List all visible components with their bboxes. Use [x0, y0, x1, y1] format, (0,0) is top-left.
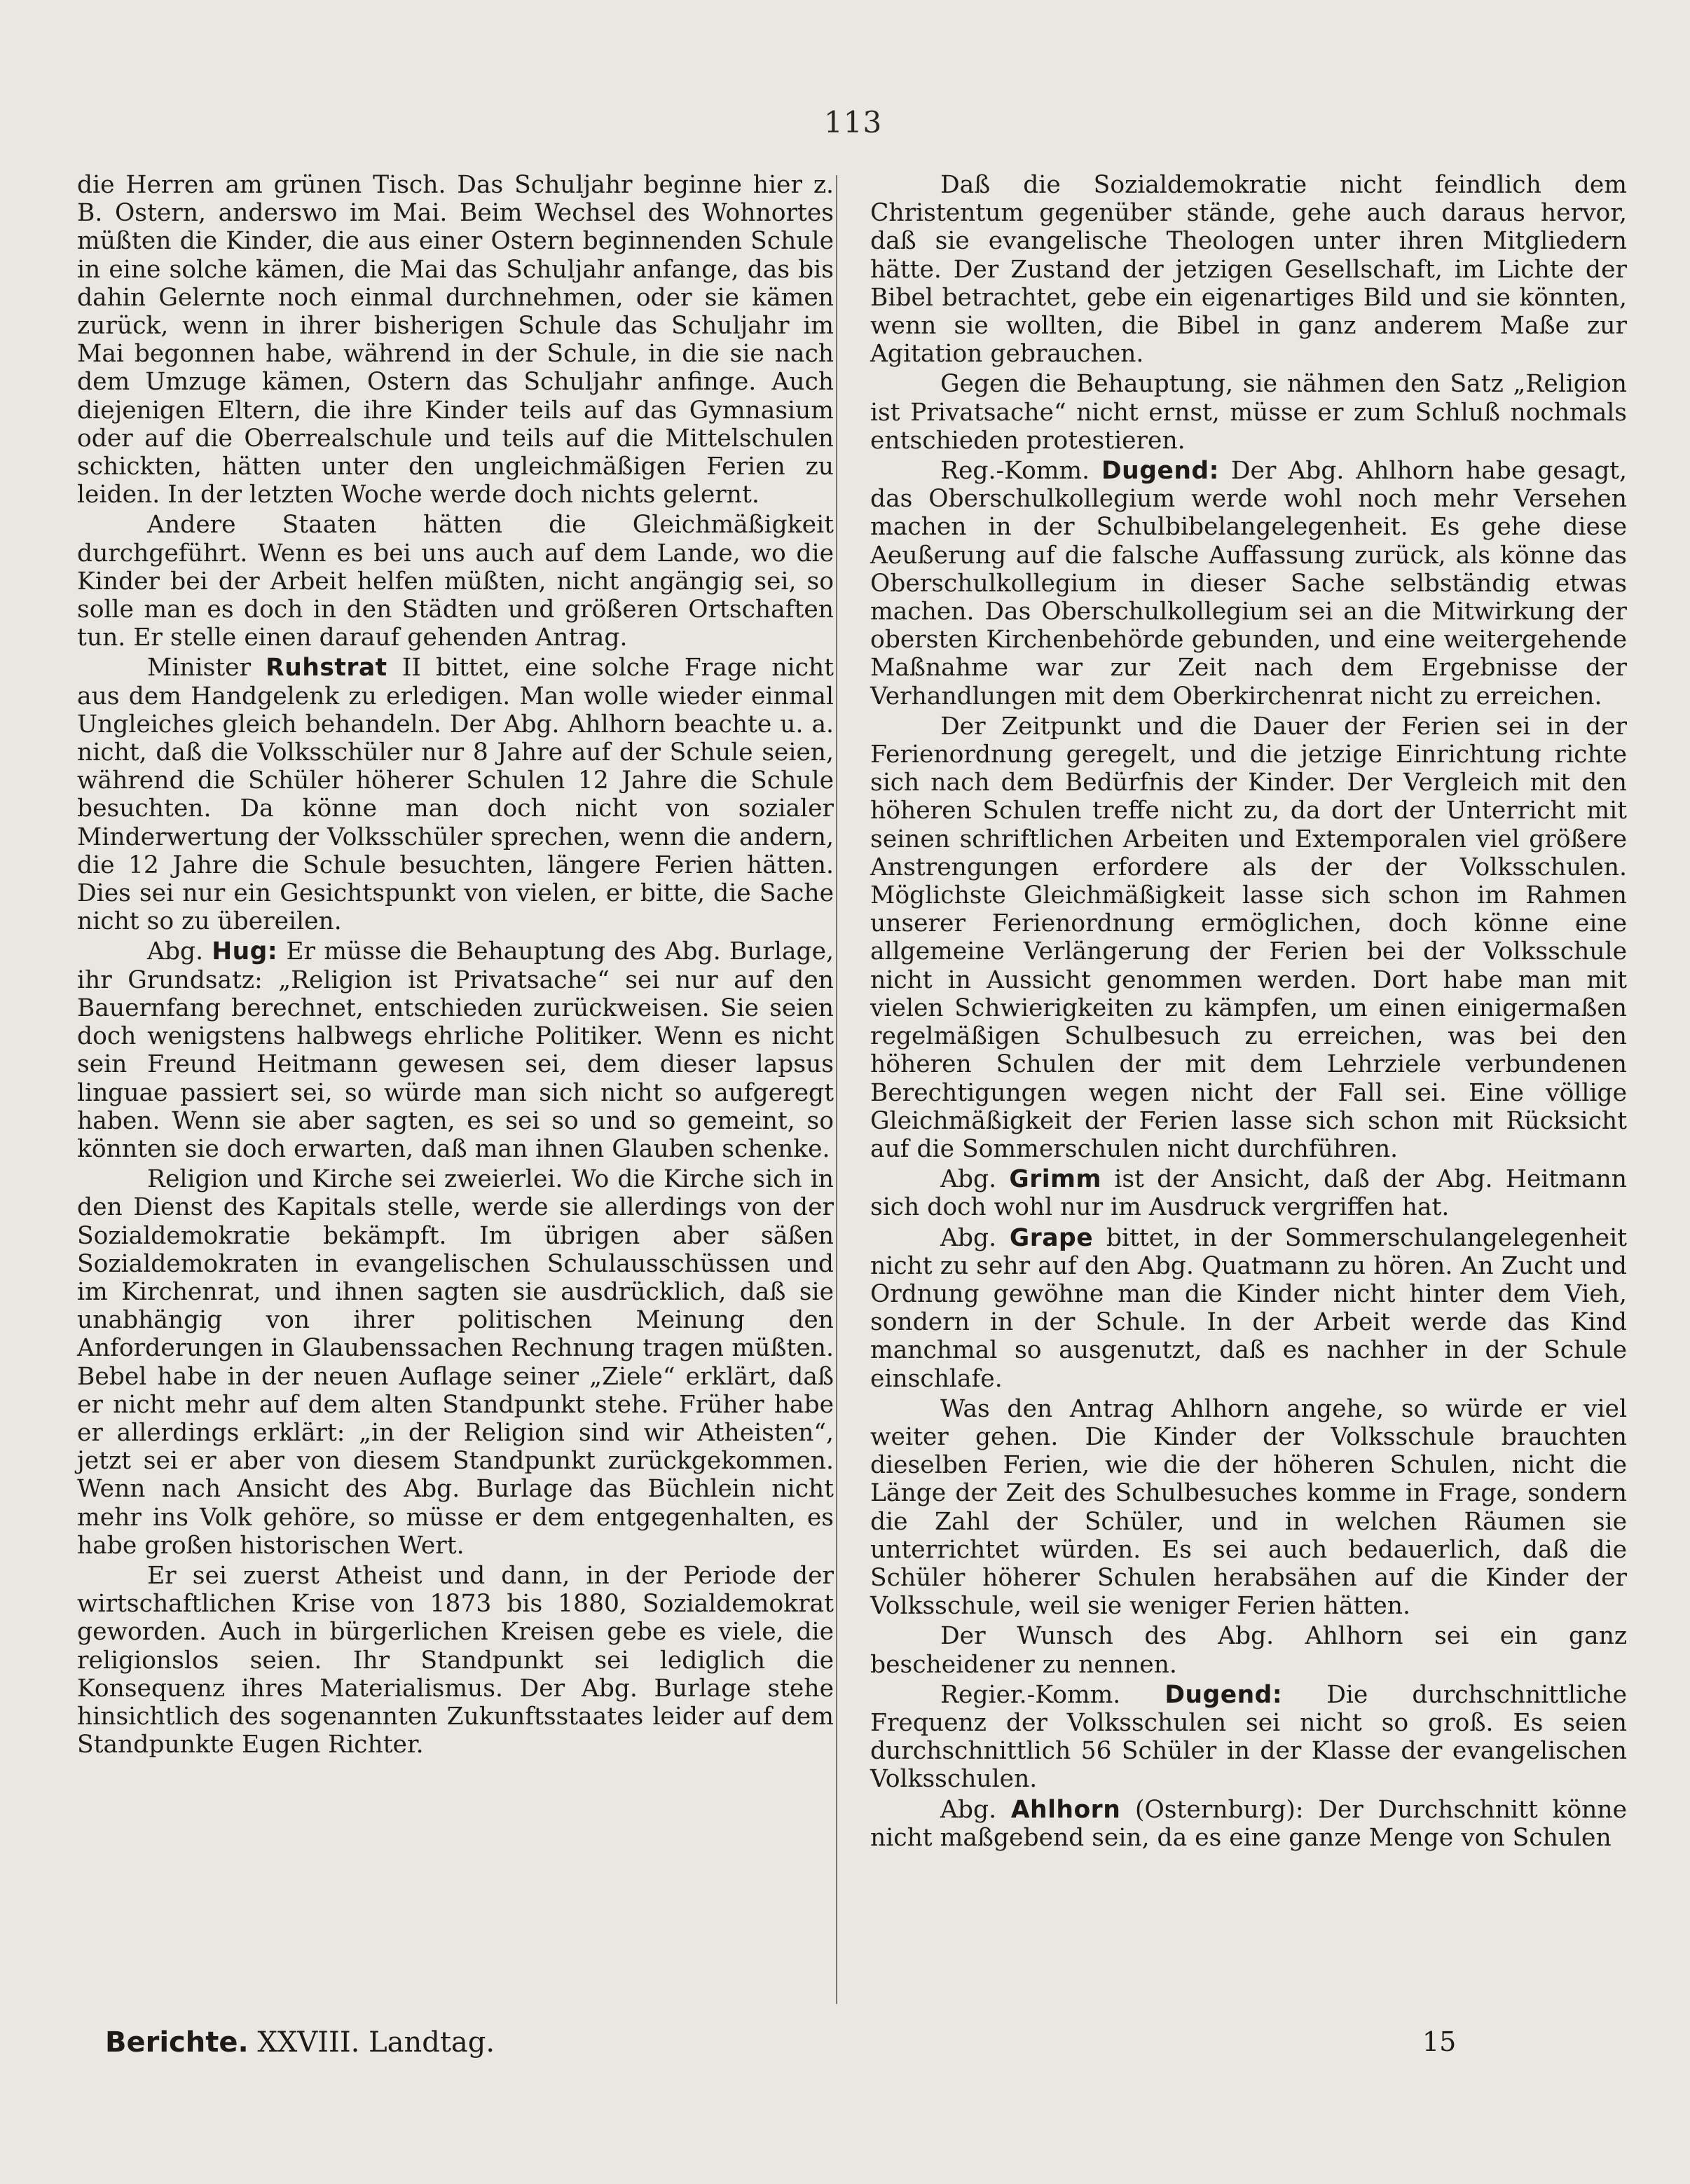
- paragraph-text: Der Zeitpunkt und die Dauer der Ferien sei in der Ferienordnung geregelt, und die jetzige Einrichtung richte sich nach dem Bedürfnis der Kinder. Der Vergleich mit den höheren Schulen treffe nicht zu, da dort der Unterricht mit seinen schriftlichen Arbeiten und Extemporalen viel größere Anstrengungen erfordere als der der Volksschulen. Möglichste Gleichmäßigkeit lasse sich schon im Rahmen unserer Ferienordnung ermöglichen, doch könne eine allgemeine Verlängerung der Ferien bei der Volksschule nicht in Aussicht genommen werden. Dort habe man mit vielen Schwierigkeiten zu kämpfen, um einen einigermaßen regelmäßigen Schulbesuch zu erreichen, was bei den höheren Schulen der mit dem Lehrziele verbundenen Berechtigungen wegen nicht der Fall sei. Eine völlige Gleichmäßigkeit der Ferien lasse sich schon mit Rücksicht auf die Sommerschulen nicht durchführen.: [870, 712, 1627, 1163]
- paragraph-text: Reg.-Komm.: [940, 457, 1102, 486]
- paragraph: [77, 654, 834, 935]
- signature-number: 15: [1422, 2026, 1457, 2057]
- paragraph-text: Daß die Sozialdemokratie nicht feindlich dem Christentum gegenüber stände, gehe auch daraus hervor, daß sie evangelische Theologen unter ihren Mitgliedern hätte. Der Zustand der jetzigen Gesellschaft, im Lichte der Bibel betrachtet, gebe ein eigenartiges Bild und sie könnten, wenn sie wollten, die Bibel in ganz anderem Maße zur Agitation gebrauchen.: [870, 171, 1627, 369]
- right-text-column: [870, 171, 1627, 1852]
- speaker-name: Dugend:: [1165, 1680, 1283, 1709]
- column-divider: [836, 175, 837, 2004]
- paragraph: [870, 1165, 1627, 1221]
- paragraph-text: Abg.: [940, 1165, 1010, 1194]
- paragraph: [870, 713, 1627, 1163]
- paragraph-text: Religion und Kirche sei zweierlei. Wo die Kirche sich in den Dienst des Kapitals stelle, werde sie allerdings von der Sozialdemokratie bekämpft. Im übrigen aber säßen Sozialdemokraten in evangelischen Schulausschüssen und im Kirchenrat, und ihnen sagten sie ausdrücklich, daß sie unabhängig von ihrer politischen Meinung den Anforderungen in Glaubenssachen Rechnung tragen müßten. Bebel habe in der neuen Auflage seiner „Ziele“ erklärt, daß er nicht mehr auf dem alten Standpunkt stehe. Früher habe er allerdings erklärt: „in der Religion sind wir Atheisten“, jetzt sei er aber von diesem Standpunkt zurückgekommen. Wenn nach Ansicht des Abg. Burlage das Büchlein nicht mehr ins Volk gehöre, so müsse er dem entgegenhalten, es habe großen historischen Wert.: [77, 1165, 834, 1560]
- paragraph-text: ist der Ansicht, daß der Abg. Heitmann sich doch wohl nur im Ausdruck vergriffen hat.: [870, 1165, 1627, 1222]
- paragraph: [77, 171, 834, 509]
- paragraph-text: (Osternburg): Der Durchschnitt könne nicht maßgebend sein, da es eine ganze Menge von Schulen: [870, 1795, 1627, 1852]
- speaker-name: Ruhstrat: [266, 654, 387, 682]
- paragraph: [870, 1622, 1627, 1678]
- paragraph-text: Abg.: [940, 1795, 1011, 1824]
- speaker-name: Hug:: [212, 938, 278, 966]
- paragraph: [870, 1395, 1627, 1621]
- paragraph: [870, 1796, 1627, 1852]
- paragraph: [870, 171, 1627, 368]
- paragraph-text: Minister: [147, 654, 266, 682]
- paragraph: [870, 370, 1627, 455]
- paragraph: [870, 1224, 1627, 1393]
- footer-label: Berichte.: [105, 2026, 249, 2059]
- footer: [105, 2026, 495, 2059]
- speaker-name: Dugend:: [1101, 457, 1219, 486]
- paragraph-text: Er sei zuerst Atheist und dann, in der Periode der wirtschaftlichen Krise von 1873 bis 1880, Sozialdemokrat geworden. Auch in bürgerlichen Kreisen gebe es viele, die religionslos seien. Ihr Standpunkt sei lediglich die Konsequenz ihres Materialismus. Der Abg. Burlage stehe hinsichtlich des sogenannten Zukunftsstaates leider auf dem Standpunkte Eugen Richter.: [77, 1561, 834, 1759]
- paragraph-text: Der Wunsch des Abg. Ahlhorn sei ein ganz bescheidener zu nennen.: [870, 1622, 1627, 1679]
- paragraph-text: bittet, in der Sommerschulangelegenheit nicht zu sehr auf den Abg. Quatmann zu hören. An Zucht und Ordnung gewöhne man die Kinder nicht hinter dem Vieh, sondern in der Schule. In der Arbeit werde das Kind manchmal so ausgenutzt, daß es nachher in der Schule einschlafe.: [870, 1223, 1627, 1393]
- paragraph-text: Gegen die Behauptung, sie nähmen den Satz „Religion ist Privatsache“ nicht ernst, müsse er zum Schluß nochmals entschieden protestieren.: [870, 370, 1627, 455]
- paragraph-text: die Herren am grünen Tisch. Das Schuljahr beginne hier z. B. Ostern, anderswo im Mai. Beim Wechsel des Wohnortes müßten die Kinder, die aus einer Ostern beginnenden Schule in eine solche kämen, die Mai das Schuljahr anfange, das bis dahin Gelernte noch einmal durchnehmen, oder sie kämen zurück, wenn in ihrer bisherigen Schule das Schuljahr im Mai begonnen habe, während in der Schule, in die sie nach dem Umzuge kämen, Ostern das Schuljahr anfinge. Auch diejenigen Eltern, die ihre Kinder teils auf das Gymnasium oder auf die Oberrealschule und teils auf die Mittelschulen schickten, hätten unter den ungleichmäßigen Ferien zu leiden. In der letzten Woche werde doch nichts gelernt.: [77, 171, 834, 509]
- paragraph: [870, 457, 1627, 710]
- speaker-name: Ahlhorn: [1010, 1795, 1121, 1824]
- paragraph-text: Andere Staaten hätten die Gleichmäßigkeit durchgeführt. Wenn es bei uns auch auf dem Lande, wo die Kinder bei der Arbeit helfen müßten, nicht angängig sei, so solle man es doch in den Städten und größeren Ortschaften tun. Er stelle einen darauf gehenden Antrag.: [77, 511, 834, 652]
- left-text-column: [77, 171, 834, 1759]
- speaker-name: Grimm: [1009, 1165, 1101, 1194]
- paragraph-text: Abg.: [940, 1223, 1010, 1252]
- paragraph-text: Die durchschnittliche Frequenz der Volksschulen sei nicht so groß. Es seien durchschnittlich 56 Schüler in der Klasse der evangelischen Volksschulen.: [870, 1680, 1628, 1794]
- paragraph-text: Regier.-Komm.: [940, 1680, 1165, 1709]
- paragraph-text: Was den Antrag Ahlhorn angehe, so würde er viel weiter gehen. Die Kinder der Volksschule brauchten dieselben Ferien, wie die der höheren Schulen, nicht die Länge der Zeit des Schulbesuches komme in Frage, sondern die Zahl der Schüler, und in welchen Räumen sie unterrichtet würden. Es sei auch bedauerlich, daß die Schüler höherer Schulen herabsähen auf die Kinder der Volksschule, weil sie weniger Ferien hätten.: [870, 1394, 1627, 1621]
- paragraph: [77, 1165, 834, 1560]
- paragraph-text: Er müsse die Behauptung des Abg. Burlage, ihr Grundsatz: „Religion ist Privatsache“ sei nur auf den Bauernfang berechnet, entschieden zurückweisen. Sie seien doch wenigstens halbwegs ehrliche Politiker. Wenn es nicht sein Freund Heitmann gewesen sei, dem dieser lapsus linguae passiert sei, so würde man sich nicht so aufgeregt haben. Wenn sie aber sagten, es sei so und so gemeint, so könnten sie doch erwarten, daß man ihnen Glauben schenke.: [77, 938, 834, 1163]
- paragraph: [77, 938, 834, 1163]
- paragraph: [77, 511, 834, 652]
- footer-text: XXVIII. Landtag.: [257, 2026, 495, 2059]
- paragraph: [77, 1562, 834, 1759]
- paragraph-text: Der Abg. Ahlhorn habe gesagt, das Oberschulkollegium werde wohl noch mehr Versehen machen in der Schulbibelangelegenheit. Es gehe diese Aeußerung auf die falsche Auffassung zurück, als könne das Oberschulkollegium in dieser Sache selbständig etwas machen. Das Oberschulkollegium sei an die Mitwirkung der obersten Kirchenbehörde gebunden, und eine weitergehende Maßnahme war zur Zeit nach dem Ergebnisse der Verhandlungen mit dem Oberkirchenrat nicht zu erreichen.: [870, 457, 1627, 710]
- speaker-name: Grape: [1009, 1223, 1094, 1252]
- paragraph-text: Abg.: [147, 938, 212, 966]
- paragraph-text: II bittet, eine solche Frage nicht aus dem Handgelenk zu erledigen. Man wolle wieder einmal Ungleiches gleich behandeln. Der Abg. Ahlhorn beachte u. a. nicht, daß die Volksschüler nur 8 Jahre auf der Schule seien, während die Schüler höherer Schulen 12 Jahre die Schule besuchten. Da könne man doch nicht von sozialer Minderwertung der Volksschüler sprechen, wenn die andern, die 12 Jahre die Schule besuchten, längere Ferien hätten. Dies sei nur ein Gesichtspunkt von vielen, er bitte, die Sache nicht so zu übereilen.: [77, 654, 834, 936]
- paragraph: [870, 1681, 1627, 1794]
- page-number: 113: [824, 105, 883, 139]
